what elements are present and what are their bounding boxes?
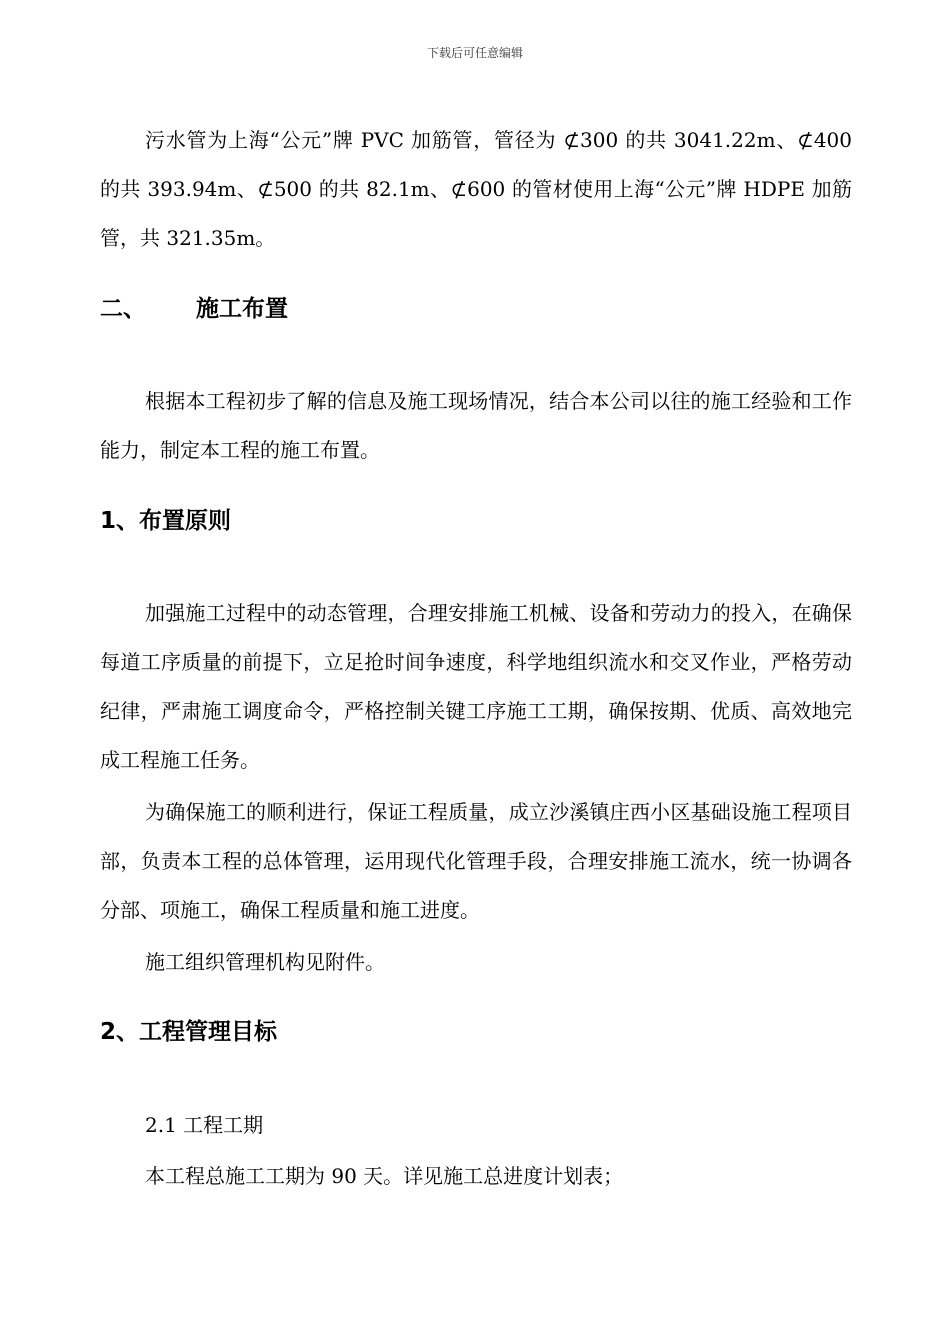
paragraph-text: 根据本工程初步了解的信息及施工现场情况，结合本公司以往的施工经验和工作能力，制定本工程的施工布置。 bbox=[100, 389, 852, 462]
paragraph-principle-3 bbox=[100, 938, 852, 987]
subsection-title: 2、工程管理目标 bbox=[100, 1019, 278, 1045]
paragraph-period bbox=[100, 1152, 852, 1201]
subsection-heading-targets bbox=[100, 1017, 852, 1047]
subsection-heading-principle bbox=[100, 506, 852, 536]
paragraph-text: 加强施工过程中的动态管理，合理安排施工机械、设备和劳动力的投入，在确保每道工序质量的前提下，立足抢时间争速度，科学地组织流水和交叉作业，严格劳动纪律，严肃施工调度命令，严格控制关键工序施工工期，确保按期、优质、高效地完成工程施工任务。 bbox=[100, 601, 852, 772]
paragraph-text: 为确保施工的顺利进行，保证工程质量，成立沙溪镇庄西小区基础设施工程项目部，负责本工程的总体管理，运用现代化管理手段，合理安排施工流水，统一协调各分部、项施工，确保工程质量和施工进度。 bbox=[100, 800, 852, 922]
section-heading-layout bbox=[100, 294, 852, 324]
paragraph-text: 污水管为上海“公元”牌 PVC 加筋管，管径为 ⊄300 的共 3041.22m、⊄400 的共 393.94m、⊄500 的共 82.1m、⊄600 的管材使用上海“公元”牌 HDPE 加筋管，共 321.35m。 bbox=[100, 128, 852, 250]
paragraph-text: 施工组织管理机构见附件。 bbox=[145, 950, 385, 974]
paragraph-text: 本工程总施工工期为 90 天。详见施工总进度计划表； bbox=[145, 1164, 624, 1188]
paragraph-principle-2 bbox=[100, 788, 852, 935]
section-number: 二、 bbox=[100, 296, 146, 322]
paragraph-pipes bbox=[100, 116, 852, 263]
page-header: 下载后可任意编辑 bbox=[426, 46, 523, 60]
sub-subsection-heading-period bbox=[100, 1110, 852, 1140]
subsection-title: 1、布置原则 bbox=[100, 508, 232, 534]
paragraph-layout-intro bbox=[100, 377, 852, 475]
paragraph-principle-1 bbox=[100, 589, 852, 785]
sub-subsection-title: 2.1 工程工期 bbox=[145, 1113, 264, 1137]
section-title: 施工布置 bbox=[196, 296, 288, 322]
